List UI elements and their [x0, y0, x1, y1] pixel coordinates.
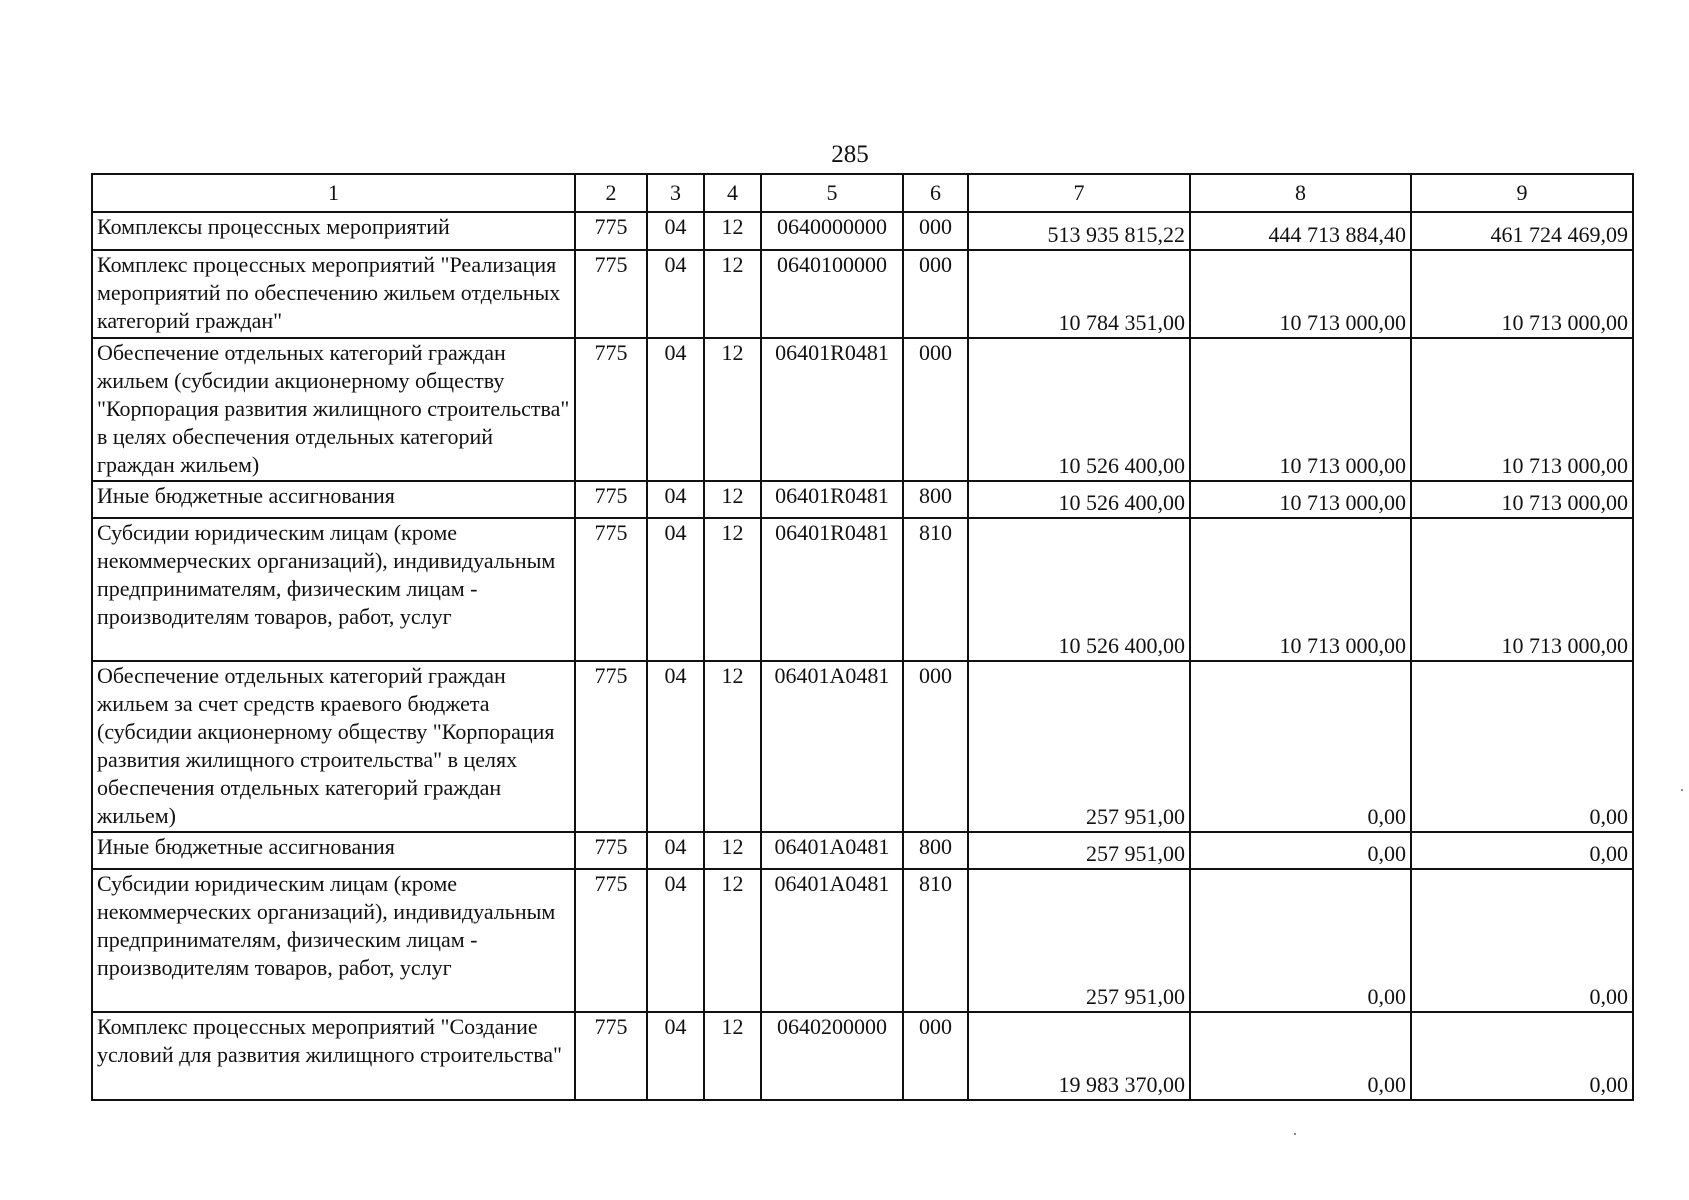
amount-col-7: 10 784 351,00	[968, 250, 1190, 338]
subsection-code: 12	[704, 250, 761, 338]
table-row	[92, 250, 1633, 338]
scan-speck	[1294, 1133, 1296, 1135]
amount-col-7: 10 526 400,00	[968, 481, 1190, 518]
table-row	[92, 481, 1633, 518]
table-row	[92, 1012, 1633, 1100]
header-cell: 3	[647, 174, 704, 212]
expense-type-code: 810	[903, 869, 968, 1012]
amount-col-9: 0,00	[1411, 869, 1633, 1012]
ministry-code: 775	[575, 518, 647, 661]
amount-col-7: 19 983 370,00	[968, 1012, 1190, 1100]
target-article-code: 06401A0481	[761, 832, 903, 869]
subsection-code: 12	[704, 338, 761, 481]
ministry-code: 775	[575, 338, 647, 481]
amount-col-8: 10 713 000,00	[1190, 338, 1411, 481]
expense-type-code: 000	[903, 338, 968, 481]
amount-col-8: 10 713 000,00	[1190, 250, 1411, 338]
header-cell: 1	[92, 174, 575, 212]
amount-col-7: 257 951,00	[968, 661, 1190, 832]
amount-col-8: 0,00	[1190, 1012, 1411, 1100]
scan-speck	[1681, 789, 1683, 791]
row-name: Комплексы процессных мероприятий	[92, 212, 575, 250]
subsection-code: 12	[704, 518, 761, 661]
header-cell: 6	[903, 174, 968, 212]
page-number: 285	[831, 141, 869, 168]
subsection-code: 12	[704, 832, 761, 869]
table-row	[92, 661, 1633, 832]
target-article-code: 06401A0481	[761, 661, 903, 832]
subsection-code: 12	[704, 212, 761, 250]
ministry-code: 775	[575, 1012, 647, 1100]
row-name: Комплекс процессных мероприятий "Создание условий для развития жилищного строительства"	[92, 1012, 575, 1100]
section-code: 04	[647, 212, 704, 250]
header-row	[92, 174, 1633, 212]
row-name: Комплекс процессных мероприятий "Реализация мероприятий по обеспечению жильем отдельных категорий граждан"	[92, 250, 575, 338]
ministry-code: 775	[575, 250, 647, 338]
expense-type-code: 000	[903, 212, 968, 250]
amount-col-7: 10 526 400,00	[968, 518, 1190, 661]
subsection-code: 12	[704, 481, 761, 518]
section-code: 04	[647, 869, 704, 1012]
row-name: Иные бюджетные ассигнования	[92, 481, 575, 518]
amount-col-8: 0,00	[1190, 832, 1411, 869]
table-row	[92, 212, 1633, 250]
section-code: 04	[647, 338, 704, 481]
expense-type-code: 800	[903, 832, 968, 869]
section-code: 04	[647, 250, 704, 338]
amount-col-7: 257 951,00	[968, 832, 1190, 869]
row-name: Иные бюджетные ассигнования	[92, 832, 575, 869]
section-code: 04	[647, 1012, 704, 1100]
subsection-code: 12	[704, 1012, 761, 1100]
subsection-code: 12	[704, 869, 761, 1012]
target-article-code: 0640200000	[761, 1012, 903, 1100]
ministry-code: 775	[575, 832, 647, 869]
amount-col-8: 0,00	[1190, 869, 1411, 1012]
header-cell: 7	[968, 174, 1190, 212]
amount-col-8: 0,00	[1190, 661, 1411, 832]
table-row	[92, 338, 1633, 481]
row-name: Субсидии юридическим лицам (кроме некоммерческих организаций), индивидуальным предпринимателям, физическим лицам - производителям товаров, работ, услуг	[92, 869, 575, 1012]
amount-col-8: 10 713 000,00	[1190, 518, 1411, 661]
header-cell: 4	[704, 174, 761, 212]
table-row	[92, 869, 1633, 1012]
amount-col-9: 0,00	[1411, 661, 1633, 832]
amount-col-8: 444 713 884,40	[1190, 212, 1411, 250]
ministry-code: 775	[575, 661, 647, 832]
amount-col-9: 10 713 000,00	[1411, 481, 1633, 518]
row-name: Субсидии юридическим лицам (кроме некоммерческих организаций), индивидуальным предпринимателям, физическим лицам - производителям товаров, работ, услуг	[92, 518, 575, 661]
expense-type-code: 810	[903, 518, 968, 661]
section-code: 04	[647, 661, 704, 832]
amount-col-9: 10 713 000,00	[1411, 250, 1633, 338]
amount-col-9: 461 724 469,09	[1411, 212, 1633, 250]
header-cell: 9	[1411, 174, 1633, 212]
table-row	[92, 518, 1633, 661]
row-name: Обеспечение отдельных категорий граждан жильем (субсидии акционерному обществу "Корпорация развития жилищного строительства" в целях обеспечения отдельных категорий граждан жильем)	[92, 338, 575, 481]
amount-col-7: 513 935 815,22	[968, 212, 1190, 250]
header-cell: 5	[761, 174, 903, 212]
amount-col-9: 0,00	[1411, 1012, 1633, 1100]
expense-type-code: 000	[903, 661, 968, 832]
amount-col-7: 10 526 400,00	[968, 338, 1190, 481]
header-cell: 8	[1190, 174, 1411, 212]
subsection-code: 12	[704, 661, 761, 832]
table-row	[92, 832, 1633, 869]
ministry-code: 775	[575, 869, 647, 1012]
section-code: 04	[647, 832, 704, 869]
budget-table	[91, 173, 1634, 1101]
amount-col-9: 0,00	[1411, 832, 1633, 869]
target-article-code: 06401A0481	[761, 869, 903, 1012]
ministry-code: 775	[575, 212, 647, 250]
header-cell: 2	[575, 174, 647, 212]
ministry-code: 775	[575, 481, 647, 518]
target-article-code: 06401R0481	[761, 481, 903, 518]
target-article-code: 0640000000	[761, 212, 903, 250]
target-article-code: 06401R0481	[761, 338, 903, 481]
section-code: 04	[647, 481, 704, 518]
section-code: 04	[647, 518, 704, 661]
expense-type-code: 000	[903, 1012, 968, 1100]
amount-col-7: 257 951,00	[968, 869, 1190, 1012]
amount-col-8: 10 713 000,00	[1190, 481, 1411, 518]
expense-type-code: 800	[903, 481, 968, 518]
amount-col-9: 10 713 000,00	[1411, 338, 1633, 481]
expense-type-code: 000	[903, 250, 968, 338]
target-article-code: 06401R0481	[761, 518, 903, 661]
amount-col-9: 10 713 000,00	[1411, 518, 1633, 661]
target-article-code: 0640100000	[761, 250, 903, 338]
row-name: Обеспечение отдельных категорий граждан жильем за счет средств краевого бюджета (субсидии акционерному обществу "Корпорация развития жилищного строительства" в целях обеспечения отдельных категорий граждан жильем)	[92, 661, 575, 832]
